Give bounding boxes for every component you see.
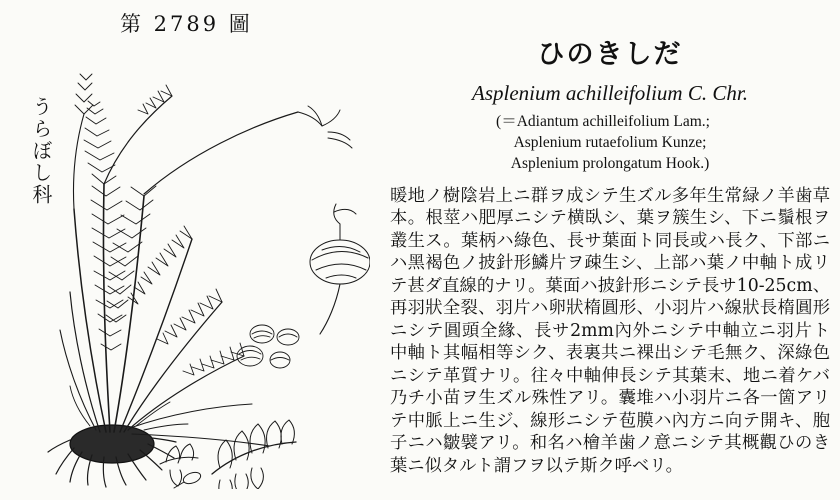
figure-number: 第 2789 圖 [120,12,253,36]
scientific-name-author: C. Chr. [687,81,748,105]
synonym-block [390,112,830,175]
description-text [390,185,830,477]
synonym-line: Asplenium rutaefolium Kunze; [513,133,707,151]
scientific-name-binomial: Asplenium achilleifolium [472,81,683,105]
species-entry [384,0,840,500]
synonym-line: (＝Adiantum achilleifolium Lam.; [496,113,710,130]
description-paragraph: 暖地ノ樹陰岩上ニ群ヲ成シテ生ズル多年生常緑ノ羊歯草本。根莖ハ肥厚ニシテ横臥シ、葉ヲ簇生シ、下ニ鬚根ヲ叢生ス。葉柄ハ綠色、長サ葉面ト同長或ハ長ク、下部ニハ黑褐色ノ披針形鱗片ヲ疎生シ、上部ハ葉ノ中軸ト成リテ甚ダ直線的ナリ。葉面ハ披針形ニシテ長サ10-25cm、再羽狀全裂、羽片ハ卵狀楕圓形、小羽片ハ線狀長楕圓形ニシテ圓頭全緣、長サ2mm內外ニシテ中軸立ニ羽片ト中軸ト其幅相等シク、表裏共ニ裸出シテ毛無ク、深綠色ニシテ革質ナリ。往々中軸伸長シテ其葉末、地ニ着ケバ乃チ小苗ヲ生ズル殊性アリ。囊堆ハ小羽片ニ各一箇アリテ中脈上ニ生ジ、線形ニシテ苞膜ハ內方ニ向テ開キ、胞子ニハ皺襞アリ。和名ハ檜羊歯ノ意ニシテ其概觀ひのき葉ニ似タルト謂フヲ以テ斯ク呼ベリ。 [390,185,830,476]
illustration-plate [0,0,380,500]
scientific-name [390,81,830,106]
family-label: うらぼし科 [29,96,53,206]
synonym-line: Asplenium prolongatum Hook.) [510,154,710,172]
japanese-name: ひのきしだ [537,39,683,70]
fern-illustration [40,34,370,489]
